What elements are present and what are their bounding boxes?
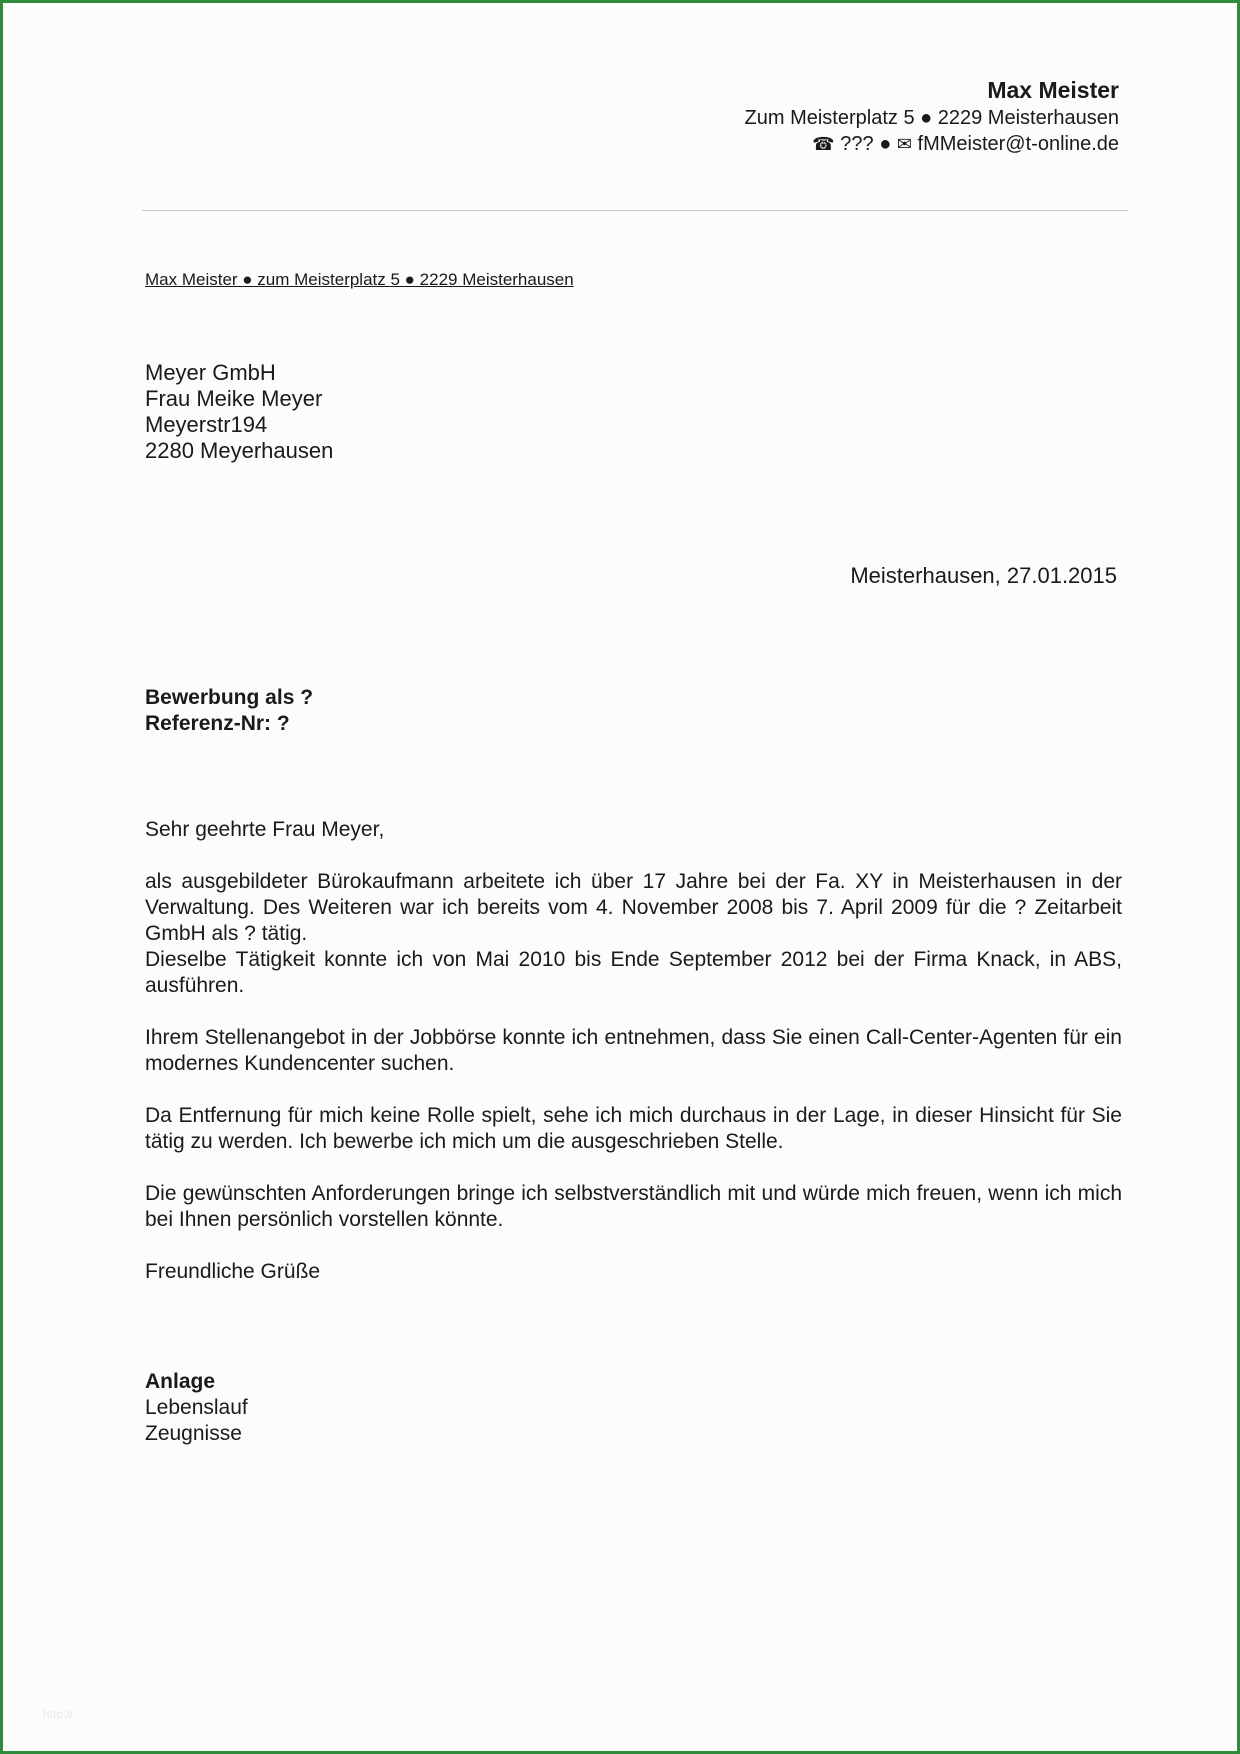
- body-paragraph-2: Dieselbe Tätigkeit konnte ich von Mai 2010 bis Ende September 2012 bei der Firma Knack, in ABS, ausführen.: [145, 948, 1122, 997]
- subject-position: Bewerbung als ?: [145, 686, 314, 709]
- phone-icon: ☎: [812, 134, 835, 154]
- place-date: Meisterhausen, 27.01.2015: [850, 563, 1117, 588]
- salutation: Sehr geehrte Frau Meyer,: [145, 818, 385, 841]
- attachment-item: Lebenslauf: [145, 1396, 248, 1419]
- sender-block: [745, 75, 1119, 157]
- return-address: Max Meister ● zum Meisterplatz 5 ● 2229 Meisterhausen: [145, 270, 574, 289]
- recipient-person: Frau Meike Meyer: [145, 386, 323, 411]
- letter-body: [145, 817, 1122, 1311]
- attachment-item: Zeugnisse: [145, 1422, 242, 1445]
- recipient-company: Meyer GmbH: [145, 360, 276, 385]
- recipient-block: [145, 360, 333, 464]
- attachments-block: [145, 1369, 248, 1447]
- body-paragraph-3: Ihrem Stellenangebot in der Jobbörse konnte ich entnehmen, dass Sie einen Call-Center-Agenten für ein modernes Kundencenter suchen.: [145, 1026, 1122, 1075]
- sender-name: Max Meister: [987, 77, 1119, 103]
- body-paragraph-1: als ausgebildeter Bürokaufmann arbeitete ich über 17 Jahre bei der Fa. XY in Meisterhausen in der Verwaltung. Des Weiteren war ich bereits vom 4. November 2008 bis 7. April 2009 für die ? Zeitarbeit GmbH als ? tätig.: [145, 870, 1122, 945]
- body-paragraph-4: Da Entfernung für mich keine Rolle spielt, sehe ich mich durchaus in der Lage, in dieser Hinsicht für Sie tätig zu werden. Ich bewerbe ich mich um die ausgeschrieben Stelle.: [145, 1104, 1122, 1153]
- sender-email: fMMeister@t-online.de: [917, 133, 1119, 155]
- recipient-street: Meyerstr194: [145, 412, 268, 437]
- header-divider: [142, 210, 1128, 211]
- attachments-title: Anlage: [145, 1370, 216, 1393]
- recipient-city: 2280 Meyerhausen: [145, 438, 334, 463]
- sender-contact: [745, 131, 1119, 157]
- envelope-icon: ✉: [896, 134, 912, 154]
- sender-phone: ??? ●: [840, 133, 892, 155]
- subject-reference: Referenz-Nr: ?: [145, 712, 290, 735]
- watermark: http://: [43, 1707, 74, 1721]
- body-paragraph-5: Die gewünschten Anforderungen bringe ich selbstverständlich mit und würde mich freuen, wenn ich mich bei Ihnen persönlich vorstellen könnte.: [145, 1182, 1122, 1231]
- closing: Freundliche Grüße: [145, 1260, 321, 1283]
- sender-address: Zum Meisterplatz 5 ● 2229 Meisterhausen: [744, 107, 1119, 129]
- subject-block: [145, 685, 313, 737]
